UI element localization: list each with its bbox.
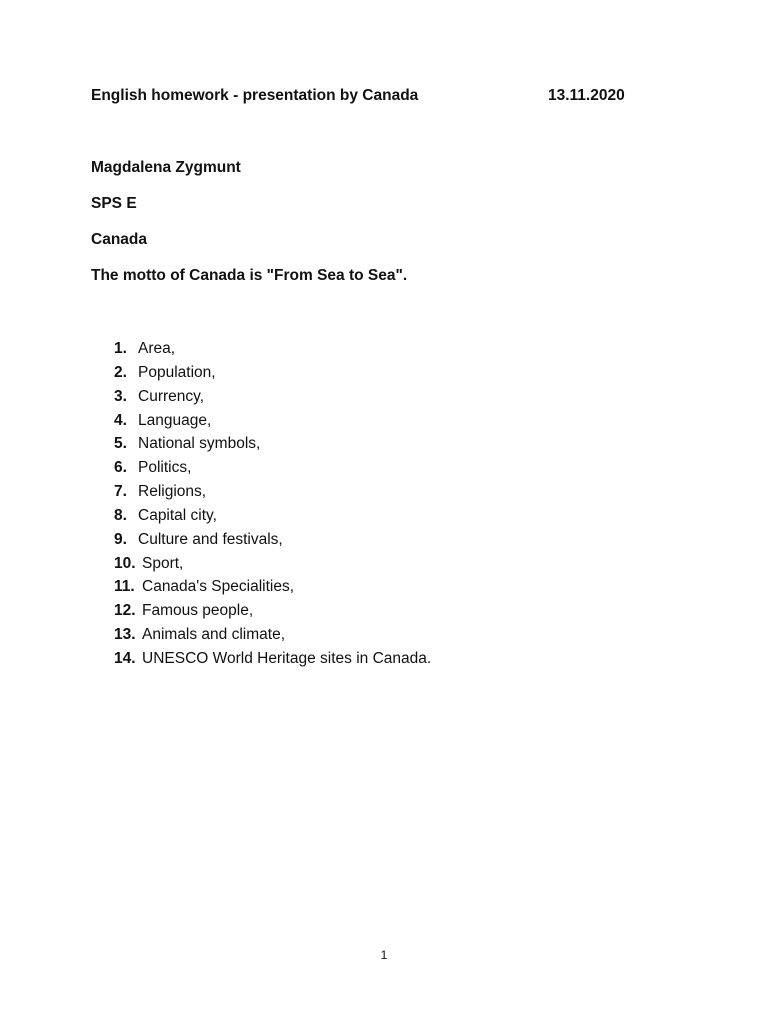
document-date: 13.11.2020 [548,87,625,104]
list-item-number: 1. [114,340,127,357]
list-item-text: Area, [138,340,176,357]
list-item [114,649,431,673]
list-item-number: 2. [114,363,127,381]
list-item [114,530,431,554]
list-item [114,387,431,411]
list-item [114,482,431,506]
list-item-number: 10. [114,554,136,572]
list-item-text: National symbols, [138,435,261,453]
list-item-number: 13. [114,626,136,644]
list-item-text: UNESCO World Heritage sites in Canada. [142,649,432,667]
list-item-text: Animals and climate, [142,626,286,644]
list-item-number: 14. [114,649,136,667]
list-item [114,339,431,363]
list-item-number: 8. [114,506,127,524]
list-item-text: Currency, [138,387,205,405]
list-item-text: Language, [138,411,212,429]
list-item-text: Canada's Specialities, [142,578,295,596]
list-item-number: 7. [114,483,127,501]
author-name: Magdalena Zygmunt [91,159,241,176]
class-name: SPS E [91,195,137,212]
page-number: 1 [380,948,388,962]
list-item-text: Politics, [138,459,192,477]
list-item-number: 6. [114,459,127,477]
list-item-text: Famous people, [142,602,254,620]
list-item-number: 5. [114,435,127,453]
list-item [114,554,431,578]
list-item [114,601,431,625]
list-item-text: Sport, [142,554,184,572]
list-item-number: 12. [114,602,136,620]
topic-list [114,339,431,673]
list-item-number: 11. [114,578,135,596]
list-item [114,625,431,649]
list-item [114,411,431,435]
list-item [114,577,431,601]
list-item-number: 4. [114,411,127,429]
header-line [91,87,651,107]
motto-line: The motto of Canada is "From Sea to Sea". [91,267,408,284]
list-item-text: Religions, [138,483,207,501]
list-item-number: 9. [114,530,127,548]
list-item [114,506,431,530]
subject-heading: Canada [91,231,147,248]
list-item-text: Population, [138,363,216,381]
list-item-number: 3. [114,387,127,405]
list-item [114,458,431,482]
list-item-text: Culture and festivals, [138,530,283,548]
document-title: English homework - presentation by Canada [91,87,419,104]
list-item [114,434,431,458]
list-item-text: Capital city, [138,506,217,524]
list-item [114,363,431,387]
